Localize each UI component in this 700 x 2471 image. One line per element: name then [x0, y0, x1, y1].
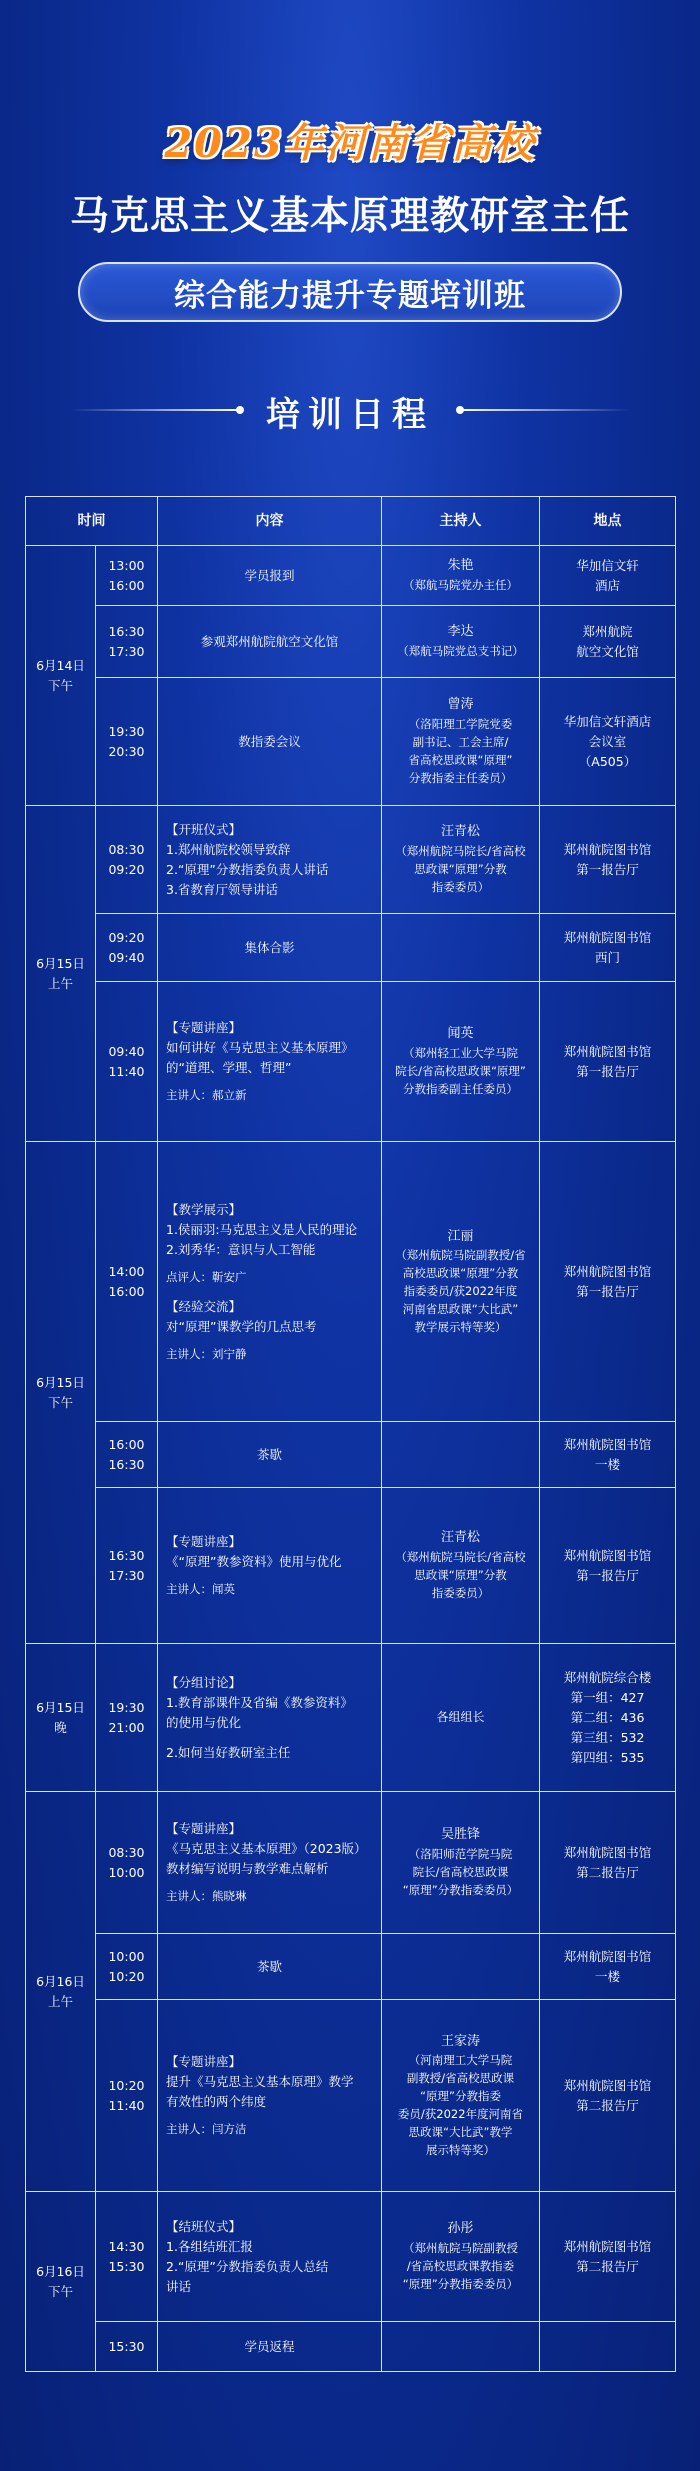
- place-cell: 郑州航院图书馆 第一报告厅: [540, 1488, 676, 1644]
- place-cell: 郑州航院图书馆 第一报告厅: [540, 1142, 676, 1422]
- host-cell: 汪青松 （郑州航院马院长/省高校 思政课“原理”分教 指委委员）: [382, 806, 540, 914]
- host-cell: 各组组长: [382, 1644, 540, 1792]
- place-cell: 郑州航院图书馆 西门: [540, 914, 676, 982]
- subtitle: 综合能力提升专题培训班: [174, 277, 526, 314]
- date-cell: 6月16日 下午: [26, 2192, 96, 2372]
- time-cell: 19:30 20:30: [96, 678, 158, 806]
- content-cell: 【专题讲座】 提升《马克思主义基本原理》教学 有效性的两个纬度 主讲人：闫方洁: [158, 2000, 382, 2192]
- place-cell: 华加信文轩酒店 会议室 （A505）: [540, 678, 676, 806]
- content-cell: 集体合影: [158, 914, 382, 982]
- table-row: [26, 606, 676, 678]
- host-cell: 吴胜锋 （洛阳师范学院马院 院长/省高校思政课 “原理”分教指委委员）: [382, 1792, 540, 1934]
- table-row: [26, 2192, 676, 2322]
- speaker-label: 主讲人：郝立新: [166, 1088, 247, 1103]
- time-cell: 16:30 17:30: [96, 1488, 158, 1644]
- table-row: [26, 806, 676, 914]
- place-cell: 郑州航院综合楼 第一组：427 第二组：436 第三组：532 第四组：535: [540, 1644, 676, 1792]
- host-cell: 李达 （郑航马院党总支书记）: [382, 606, 540, 678]
- place-cell: 郑州航院图书馆 第二报告厅: [540, 1792, 676, 1934]
- time-cell: 16:30 17:30: [96, 606, 158, 678]
- header-place: 地点: [540, 497, 676, 546]
- table-row: [26, 1142, 676, 1422]
- content-cell: 【专题讲座】 如何讲好《马克思主义基本原理》 的“道理、学理、哲理” 主讲人：郝立新: [158, 982, 382, 1142]
- content-cell: 【教学展示】 1.侯丽羽:马克思主义是人民的理论 2.刘秀华：意识与人工智能 点评人：靳安广 【经验交流】 对“原理”课教学的几点思考 主讲人：刘宁静: [158, 1142, 382, 1422]
- content-cell: 【专题讲座】 《马克思主义基本原理》（2023版） 教材编写说明与教学难点解析 主讲人：熊晓琳: [158, 1792, 382, 1934]
- table-row: [26, 1644, 676, 1792]
- host-cell: 汪青松 （郑州航院马院长/省高校 思政课“原理”分教 指委委员）: [382, 1488, 540, 1644]
- table-header-row: [26, 497, 676, 546]
- host-cell: 王家涛 （河南理工大学马院 副教授/省高校思政课 “原理”分教指委 委员/获2022年度河南省 思政课“大比武”教学 展示特等奖）: [382, 2000, 540, 2192]
- schedule-table: [25, 496, 676, 2372]
- year-title: 2023年河南省高校: [164, 120, 536, 167]
- date-cell: 6月15日 下午: [26, 1142, 96, 1644]
- header-host: 主持人: [382, 497, 540, 546]
- place-cell: 郑州航院 航空文化馆: [540, 606, 676, 678]
- content-cell: 【专题讲座】 《“原理”教参资料》使用与优化 主讲人：闻英: [158, 1488, 382, 1644]
- place-cell: 华加信文轩 酒店: [540, 546, 676, 606]
- place-cell: [540, 2322, 676, 2372]
- time-cell: 09:40 11:40: [96, 982, 158, 1142]
- schedule-heading-block: [0, 385, 700, 435]
- table-row: [26, 1792, 676, 1934]
- decorative-line-right: [460, 409, 630, 411]
- table-row: [26, 2000, 676, 2192]
- place-cell: 郑州航院图书馆 第二报告厅: [540, 2000, 676, 2192]
- date-cell: 6月15日 上午: [26, 806, 96, 1142]
- host-cell: 闻英 （郑州轻工业大学马院 院长/省高校思政课“原理” 分教指委副主任委员）: [382, 982, 540, 1142]
- time-cell: 14:00 16:00: [96, 1142, 158, 1422]
- commentator-label: 点评人：靳安广: [166, 1270, 247, 1285]
- header-time: 时间: [26, 497, 158, 546]
- place-cell: 郑州航院图书馆 一楼: [540, 1422, 676, 1488]
- time-cell: 08:30 09:20: [96, 806, 158, 914]
- place-cell: 郑州航院图书馆 第一报告厅: [540, 806, 676, 914]
- time-cell: 16:00 16:30: [96, 1422, 158, 1488]
- time-cell: 10:20 11:40: [96, 2000, 158, 2192]
- decorative-dot-left: [236, 406, 244, 414]
- speaker-label: 主讲人：闫方洁: [166, 2122, 247, 2137]
- time-cell: 14:30 15:30: [96, 2192, 158, 2322]
- table-row: [26, 1934, 676, 2000]
- host-cell: [382, 914, 540, 982]
- host-cell: [382, 2322, 540, 2372]
- date-cell: 6月14日 下午: [26, 546, 96, 806]
- content-cell: 【结班仪式】 1.各组结班汇报 2.“原理”分教指委负责人总结 讲话: [158, 2192, 382, 2322]
- date-cell: 6月16日 上午: [26, 1792, 96, 2192]
- host-cell: 孙彤 （郑州航院马院副教授 /省高校思政课教指委 “原理”分教指委委员）: [382, 2192, 540, 2322]
- time-cell: 15:30: [96, 2322, 158, 2372]
- time-cell: 13:00 16:00: [96, 546, 158, 606]
- content-cell: 【开班仪式】 1.郑州航院校领导致辞 2.“原理”分教指委负责人讲话 3.省教育厅领导讲话: [158, 806, 382, 914]
- time-cell: 19:30 21:00: [96, 1644, 158, 1792]
- table-row: [26, 1488, 676, 1644]
- speaker-label: 主讲人：熊晓琳: [166, 1889, 247, 1904]
- content-cell: 茶歇: [158, 1934, 382, 2000]
- schedule-heading: 培训日程: [266, 395, 434, 435]
- place-cell: 郑州航院图书馆 一楼: [540, 1934, 676, 2000]
- content-cell: 学员报到: [158, 546, 382, 606]
- place-cell: 郑州航院图书馆 第二报告厅: [540, 2192, 676, 2322]
- page-header: [0, 0, 700, 470]
- date-cell: 6月15日 晚: [26, 1644, 96, 1792]
- subtitle-banner: [78, 262, 622, 322]
- host-cell: 曾涛 （洛阳理工学院党委 副书记、工会主席/ 省高校思政课“原理” 分教指委主任委员）: [382, 678, 540, 806]
- content-cell: 参观郑州航院航空文化馆: [158, 606, 382, 678]
- host-cell: 朱艳 （郑航马院党办主任）: [382, 546, 540, 606]
- table-row: [26, 678, 676, 806]
- table-row: [26, 2322, 676, 2372]
- table-row: [26, 546, 676, 606]
- table-row: [26, 1422, 676, 1488]
- host-cell: [382, 1422, 540, 1488]
- host-cell: [382, 1934, 540, 2000]
- content-cell: 教指委会议: [158, 678, 382, 806]
- table-row: [26, 982, 676, 1142]
- time-cell: 09:20 09:40: [96, 914, 158, 982]
- decorative-line-left: [70, 409, 240, 411]
- header-content: 内容: [158, 497, 382, 546]
- speaker-label: 主讲人：刘宁静: [166, 1346, 247, 1361]
- content-cell: 学员返程: [158, 2322, 382, 2372]
- host-cell: 江丽 （郑州航院马院副教授/省 高校思政课“原理”分教 指委委员/获2022年度 河南省思政课“大比武” 教学展示特等奖）: [382, 1142, 540, 1422]
- time-cell: 10:00 10:20: [96, 1934, 158, 2000]
- content-cell: 茶歇: [158, 1422, 382, 1488]
- place-cell: 郑州航院图书馆 第一报告厅: [540, 982, 676, 1142]
- content-cell: 【分组讨论】 1.教育部课件及省编《教参资料》 的使用与优化 2.如何当好教研室主任: [158, 1644, 382, 1792]
- table-row: [26, 914, 676, 982]
- time-cell: 08:30 10:00: [96, 1792, 158, 1934]
- main-title: 马克思主义基本原理教研室主任: [69, 194, 630, 239]
- speaker-label: 主讲人：闻英: [166, 1582, 235, 1597]
